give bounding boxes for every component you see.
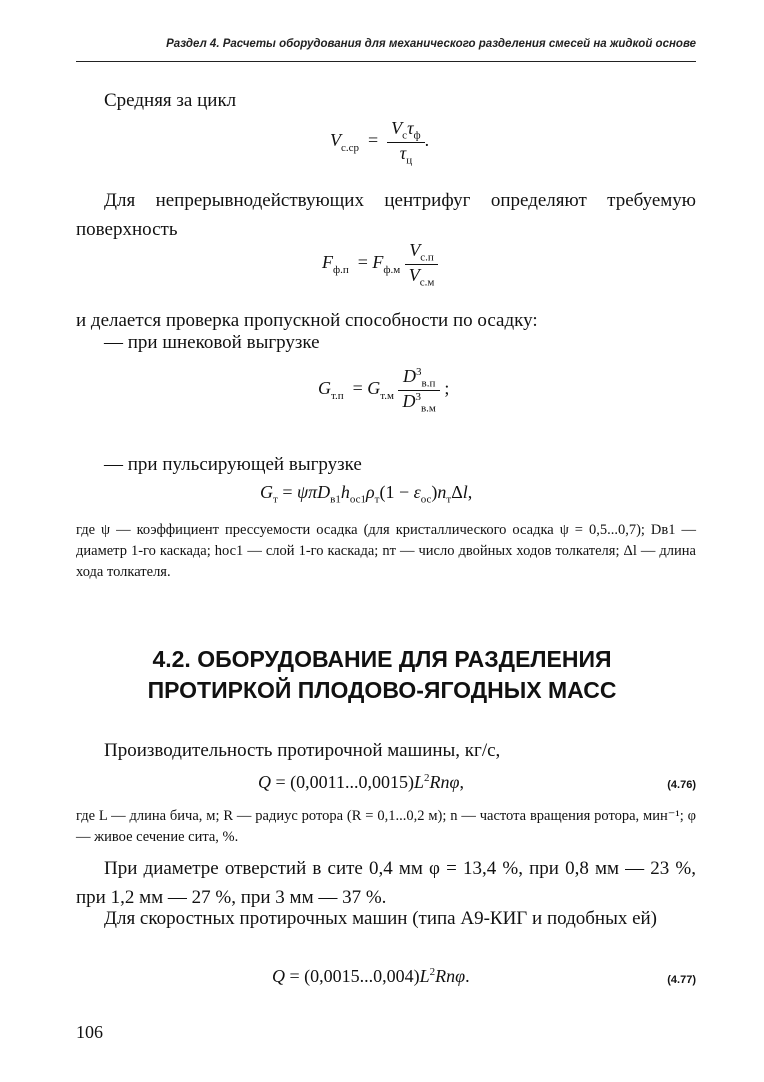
equation-q-477: $Q = (0,0015...0,004)L^2Rn\varphi$. — [272, 966, 470, 986]
paragraph-fast-machines: Для скоростных протирочных машин (типа А9-КИГ и подобных ей) — [104, 908, 658, 929]
equation-f-surface: $F_{ф.п} = F_{ф.м}$ $\frac{V_{с.п}}{V_{с.м}}$ — [322, 240, 438, 288]
equation-g-screw: $G_{т.п} = G_{т.м}$ $\frac{D^3_{в.п}}{D^3_{в.м}}$ ; — [318, 366, 450, 415]
equation-number-476: (4.76) — [667, 779, 696, 791]
paragraph-screw: — при шнековой выгрузке — [104, 332, 320, 353]
eq5-coefficient: (0,0011...0,0015) — [290, 772, 414, 792]
header-rule — [76, 61, 696, 62]
section-heading — [90, 644, 674, 706]
paragraph-average: Средняя за цикл — [104, 90, 237, 111]
paragraph-where-2: где L — длина бича, м; R — радиус ротора (R = 0,1...0,2 м); n — частота вращения ротора, мин⁻¹; φ — живое сечение сита, %. — [76, 808, 696, 845]
section-heading-line-2: ПРОТИРКОЙ ПЛОДОВО-ЯГОДНЫХ МАСС — [147, 677, 617, 703]
running-header: Раздел 4. Расчеты оборудования для механического разделения смесей на жидкой основе — [166, 38, 696, 50]
paragraph-sieve: При диаметре отверстий в сите 0,4 мм φ = 13,4 %, при 0,8 мм — 23 %, при 1,2 мм — 27 %, при 3 мм — 37 %. — [76, 858, 696, 908]
eq6-coefficient: (0,0015...0,004) — [304, 966, 420, 986]
page-number: 106 — [76, 1022, 103, 1042]
paragraph-productivity: Производительность протирочной машины, кг/с, — [104, 740, 501, 761]
paragraph-check: и делается проверка пропускной способности по осадку: — [76, 310, 538, 331]
paragraph-pulse: — при пульсирующей выгрузке — [104, 454, 362, 475]
paragraph-continuous: Для непрерывнодействующих центрифуг определяют требуемую поверхность — [76, 190, 696, 240]
section-heading-line-1: 4.2. ОБОРУДОВАНИЕ ДЛЯ РАЗДЕЛЕНИЯ — [152, 646, 612, 672]
equation-q-476: $Q = (0,0011...0,0015)L^2Rn\varphi$, — [258, 772, 464, 792]
equation-g-pulse: $G_т = \psi\pi D_{в1}h_{ос1}\rho_т(1 - \varepsilon_{ос})n_т\Delta l$, — [260, 482, 473, 506]
equation-v-avg: $V_{с.ср}$ = $\frac{V_с\tau_ф}{\tau_ц}$ . — [330, 118, 430, 167]
equation-number-477: (4.77) — [667, 974, 696, 986]
paragraph-where-1: где ψ — коэффициент прессуемости осадка (для кристаллического осадка ψ = 0,5...0,7); Dв1 — диаметр 1-го каскада; hос1 — слой 1-го каскада; nт — число двойных ходов толкателя; Δl — длина хода толкателя. — [76, 522, 696, 580]
